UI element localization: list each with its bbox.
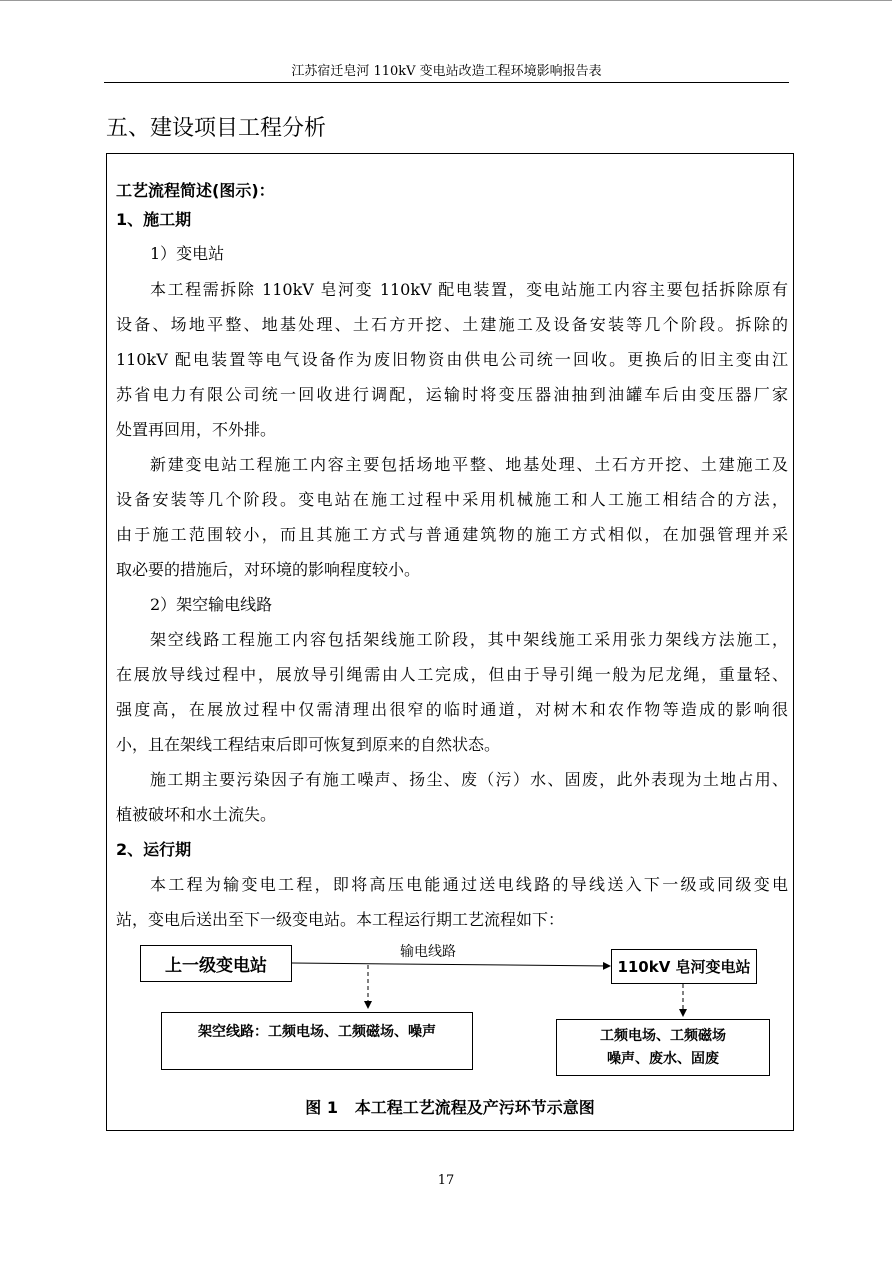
construction-period-heading: 1、施工期 xyxy=(116,210,192,229)
paragraph-line: 强度高，在展放过程中仅需清理出很窄的临时通道，对树木和农作物等造成的影响很 xyxy=(116,700,788,719)
paragraph-line: 新建变电站工程施工内容主要包括场地平整、地基处理、土石方开挖、土建施工及 xyxy=(150,455,788,474)
transmission-line-label: 输电线路 xyxy=(400,944,456,960)
paragraph-line: 设备安装等几个阶段。变电站在施工过程中采用机械施工和人工施工相结合的方法， xyxy=(116,490,788,509)
page-top-border xyxy=(0,0,892,1)
overhead-line-impacts-box: 架空线路：工频电场、工频磁场、噪声 xyxy=(161,1012,473,1070)
paragraph-line: 由于施工范围较小，而且其施工方式与普通建筑物的施工方式相似，在加强管理并采 xyxy=(116,525,788,544)
paragraph-line: 处置再回用，不外排。 xyxy=(116,420,277,439)
paragraph-line: 站，变电后送出至下一级变电站。本工程运行期工艺流程如下： xyxy=(116,910,565,929)
overhead-line-subheading: 2）架空输电线路 xyxy=(150,595,273,614)
operation-period-heading: 2、运行期 xyxy=(116,840,192,859)
paragraph-line: 施工期主要污染因子有施工噪声、扬尘、废（污）水、固废，此外表现为土地占用、 xyxy=(150,770,788,789)
paragraph-line: 架空线路工程施工内容包括架线施工阶段，其中架线施工采用张力架线方法施工， xyxy=(150,630,788,649)
target-substation-box: 110kV 皂河变电站 xyxy=(611,949,757,984)
paragraph-line: 苏省电力有限公司统一回收进行调配，运输时将变压器油抽到油罐车后由变压器厂家 xyxy=(116,385,788,404)
paragraph-line: 小，且在架线工程结束后即可恢复到原来的自然状态。 xyxy=(116,735,501,754)
paragraph-line: 植被破坏和水土流失。 xyxy=(116,805,277,824)
substation-impacts-line: 工频电场、工频磁场 xyxy=(600,1027,726,1044)
upper-substation-box: 上一级变电站 xyxy=(140,945,292,982)
paragraph-line: 在展放导线过程中，展放导引绳需由人工完成，但由于导引绳一般为尼龙绳，重量轻、 xyxy=(116,665,788,684)
substation-impacts-box xyxy=(556,1019,770,1076)
paragraph-line: 取必要的措施后，对环境的影响程度较小。 xyxy=(116,560,421,579)
running-header: 江苏宿迁皂河 110kV 变电站改造工程环境影响报告表 xyxy=(291,64,602,79)
figure-caption: 图 1 本工程工艺流程及产污环节示意图 xyxy=(305,1098,595,1117)
substation-subheading: 1）变电站 xyxy=(150,244,225,263)
paragraph-line: 110kV 配电装置等电气设备作为废旧物资由供电公司统一回收。更换后的旧主变由江 xyxy=(116,350,788,369)
paragraph-line: 本工程需拆除 110kV 皂河变 110kV 配电装置，变电站施工内容主要包括拆除原有 xyxy=(150,280,788,299)
paragraph-line: 本工程为输变电工程，即将高压电能通过送电线路的导线送入下一级或同级变电 xyxy=(150,875,788,894)
page-number: 17 xyxy=(437,1173,455,1188)
section-heading: 五、建设项目工程分析 xyxy=(106,116,327,141)
process-title: 工艺流程简述(图示)： xyxy=(116,181,275,200)
paragraph-line: 设备、场地平整、地基处理、土石方开挖、土建施工及设备安装等几个阶段。拆除的 xyxy=(116,315,788,334)
substation-impacts-line: 噪声、废水、固废 xyxy=(607,1050,719,1067)
header-rule xyxy=(104,82,789,83)
